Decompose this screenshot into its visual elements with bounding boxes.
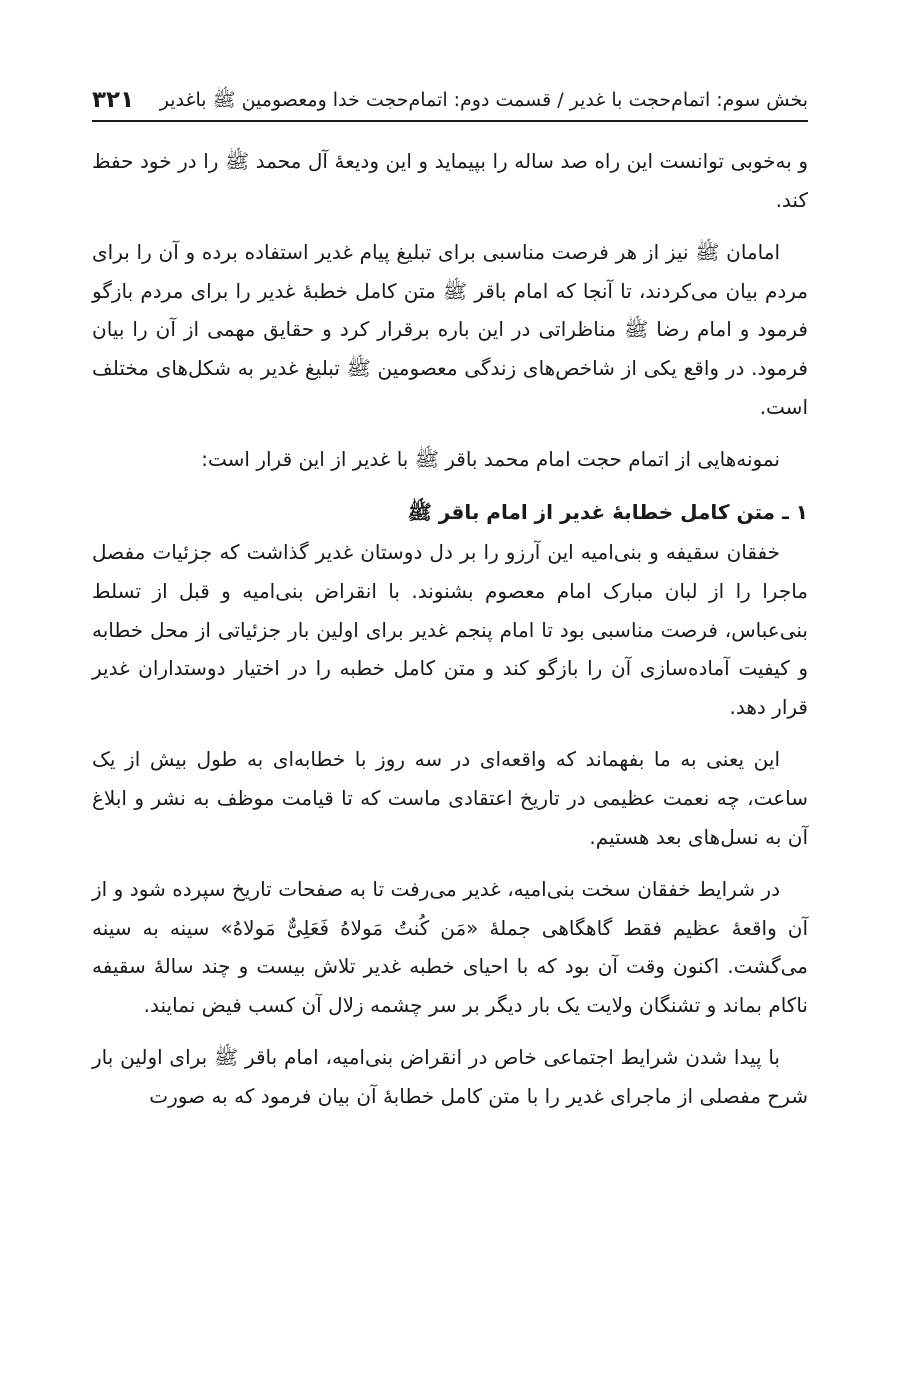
paragraph-section-1: خفقان سقیفه و بنی‌امیه این آرزو را بر دل دوستان غدیر گذاشت که جزئیات مفصل ماجرا را از لبان مبارک امام معصوم بشنوند. با انقراض بنی‌امیه و قبل از تسلط بنی‌عباس، فرصت مناسبی بود تا امام پنجم غدیر برای اولین بار جزئیاتی از محل خطابه و کیفیت آماده‌سازی آن را بازگو کند و متن کامل خطبه را در اختیار دوستداران غدیر قرار دهد. bbox=[92, 540, 808, 719]
paragraph-intro: و به‌خوبی توانست این راه صد ساله را بپیماید و این ودیعهٔ آل محمد ﷺ را در خود حفظ کند. bbox=[92, 149, 808, 212]
page-body bbox=[92, 142, 808, 1130]
paragraph-examples: نمونه‌هایی از اتمام حجت امام محمد باقر ﷺ با غدیر از این قرار است: bbox=[201, 447, 780, 472]
page-number: ۳۲۱ bbox=[92, 87, 135, 113]
paragraph-section-2: این یعنی به ما بفهماند که واقعه‌ای در سه روز با خطابه‌ای به طول بیش از یک ساعت، چه نعمت عظیمی در تاریخ اعتقادی ماست که تا قیامت موظف به نشر و ابلاغ آن به نسل‌های بعد هستیم. bbox=[92, 747, 808, 849]
section-heading: ۱ ـ متن کامل خطابهٔ غدیر از امام باقر ﷺ bbox=[407, 499, 808, 524]
running-header bbox=[92, 74, 808, 122]
running-header-title: بخش سوم: اتمام‌حجت با غدیر / قسمت دوم: اتمام‌حجت خدا ومعصومین ﷺ باغدیر bbox=[159, 89, 808, 111]
paragraph-imams: امامان ﷺ نیز از هر فرصت مناسبی برای تبلیغ پیام غدیر استفاده برده و آن را برای مردم بیان می‌کردند، تا آنجا که امام باقر ﷺ متن کامل خطبهٔ غدیر را برای مردم بازگو فرمود و امام رضا ﷺ مناظراتی در این باره برقرار کرد و حقایق مهمی از آن را بیان فرمود. در واقع یکی از شاخص‌های زندگی معصومین ﷺ تبلیغ غدیر به شکل‌های مختلف است. bbox=[92, 240, 808, 419]
paragraph-section-3: در شرایط خفقان سخت بنی‌امیه، غدیر می‌رفت تا به صفحات تاریخ سپرده شود و از آن واقعهٔ عظیم فقط گاهگاهی جملهٔ «مَن کُنتُ مَولاهُ فَعَلِیٌّ مَولاهُ» سینه به سینه می‌گشت. اکنون وقت آن بود که با احیای خطبه غدیر تلاش بیست و چند سالهٔ سقیفه ناکام بماند و تشنگان ولایت یک بار دیگر بر سر چشمه زلال آن کسب فیض نمایند. bbox=[92, 877, 808, 1017]
book-page bbox=[92, 0, 808, 1390]
paragraph-section-4: با پیدا شدن شرایط اجتماعی خاص در انقراض بنی‌امیه، امام باقر ﷺ برای اولین بار شرح مفصلی از ماجرای غدیر را با متن کامل خطابهٔ آن بیان فرمود که به صورت bbox=[92, 1045, 808, 1109]
